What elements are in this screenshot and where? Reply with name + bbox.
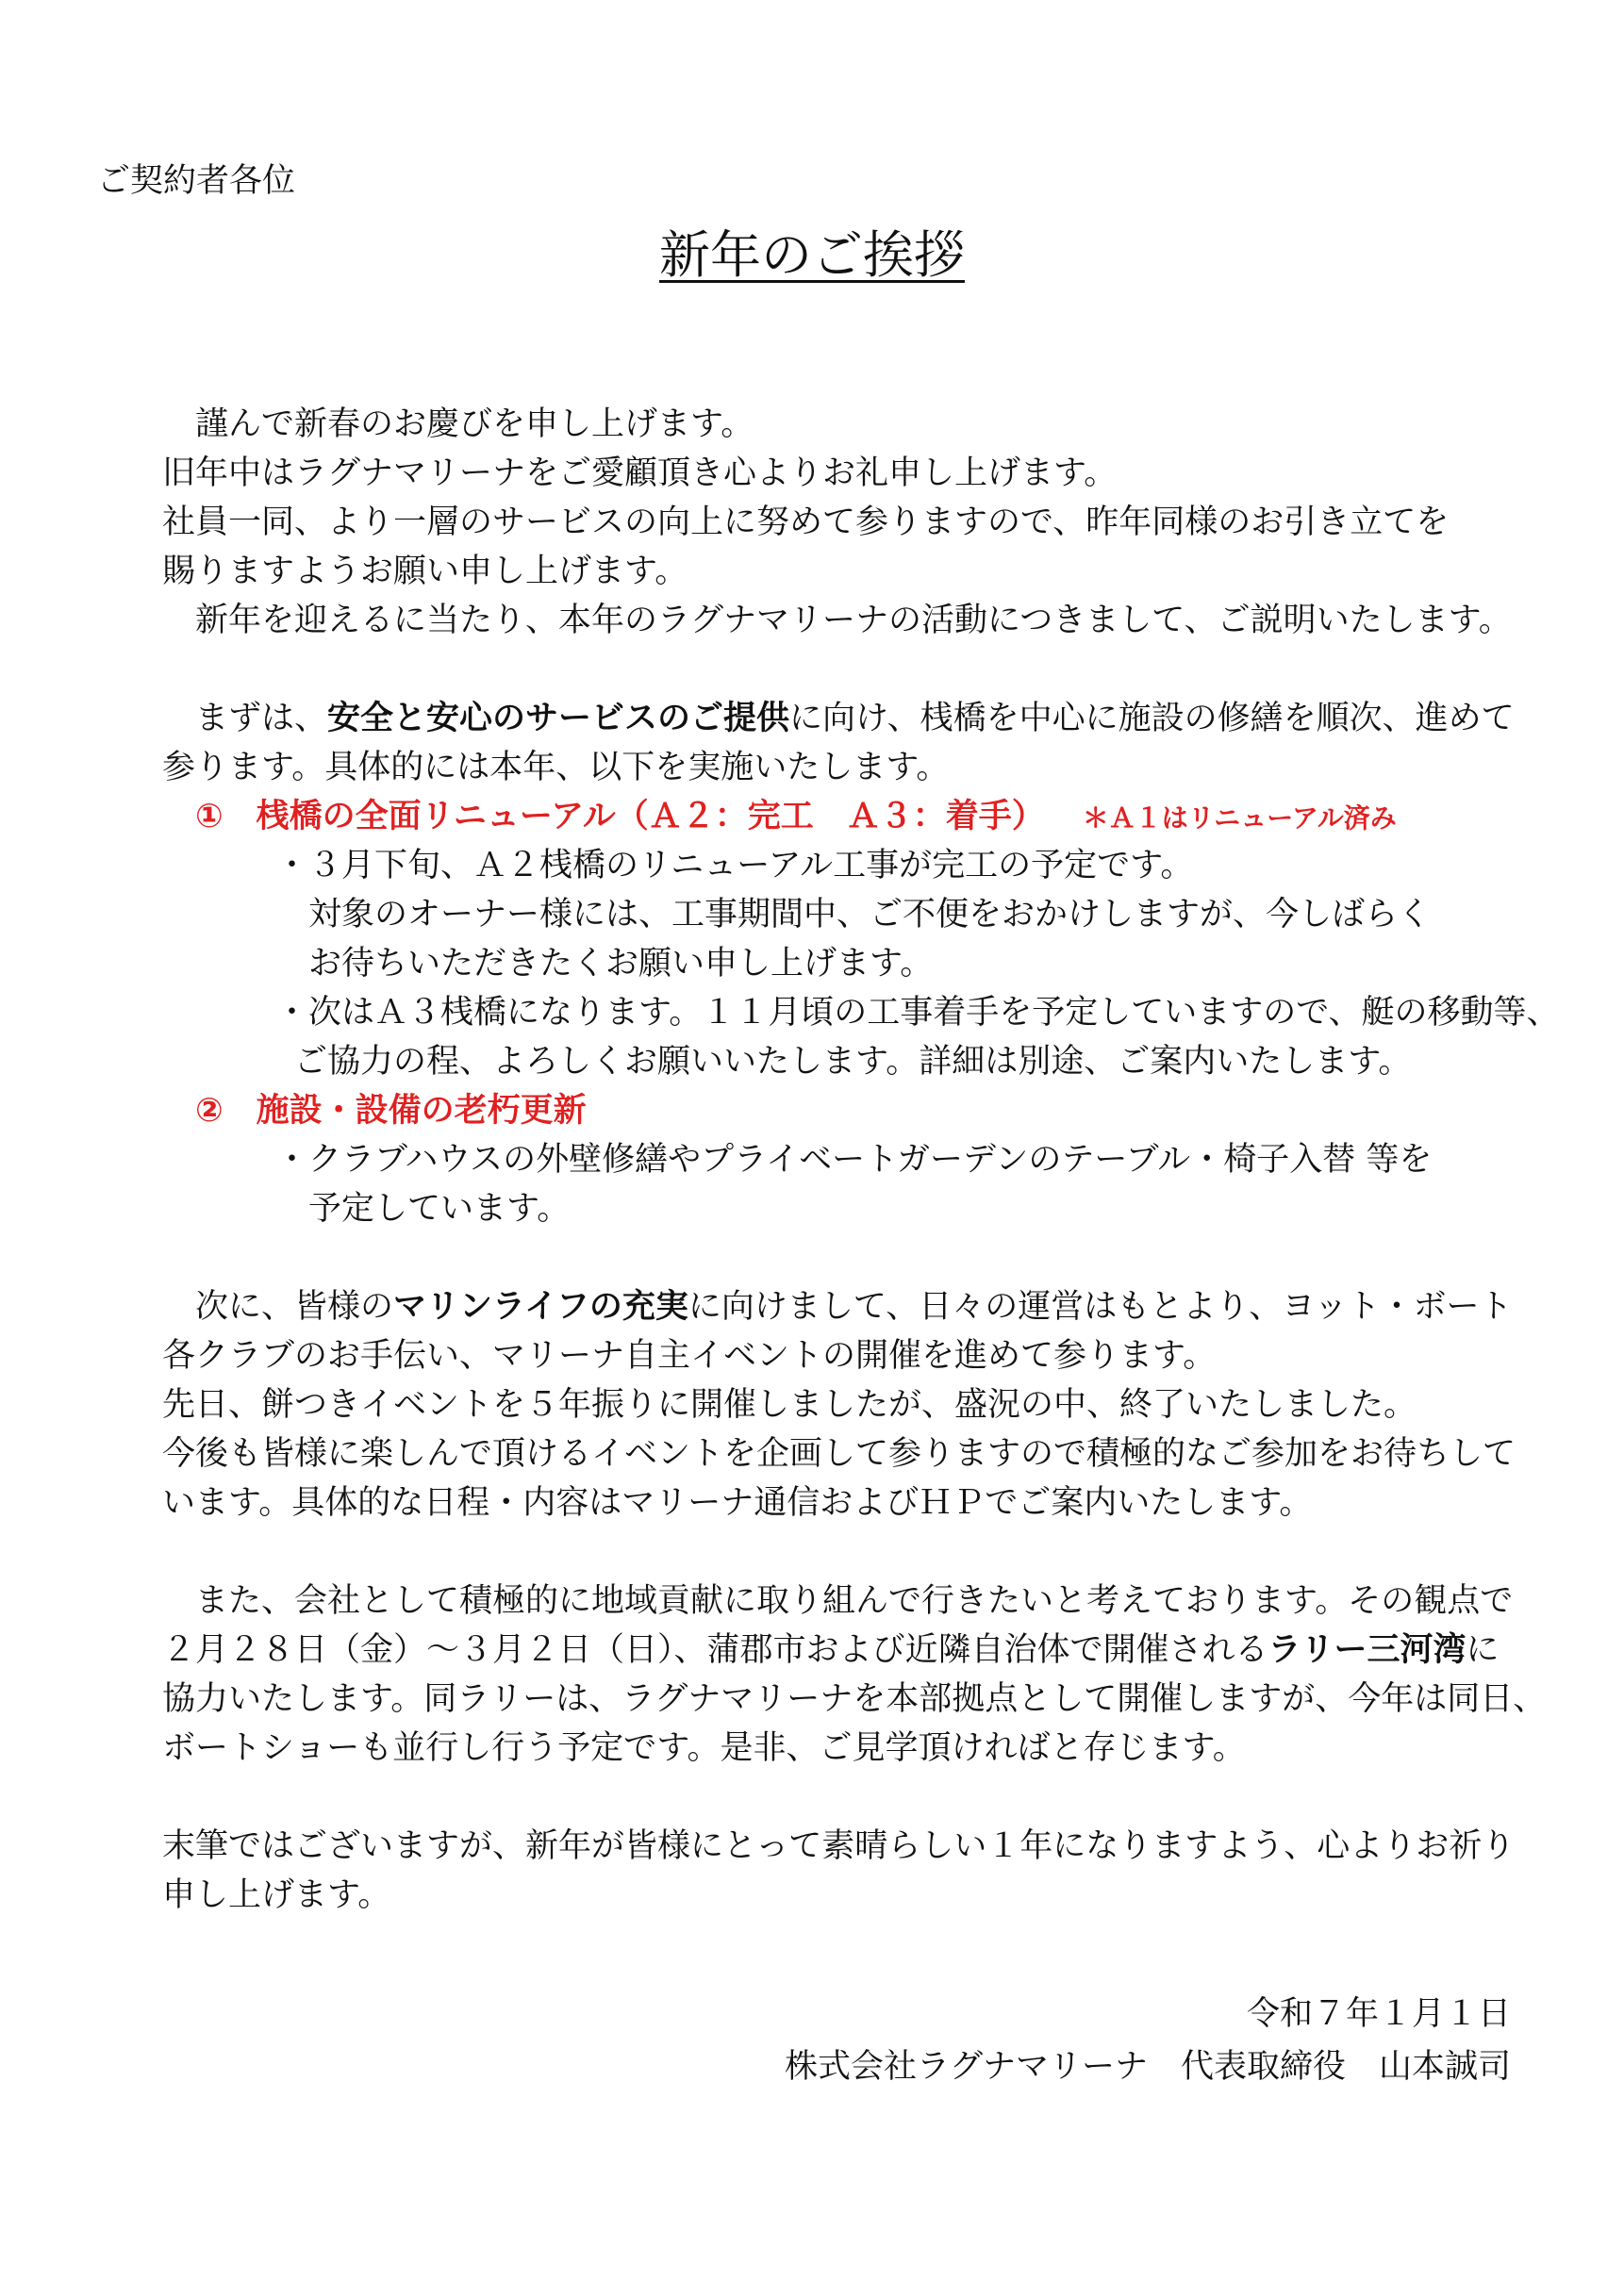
bold-phrase: マリンライフの充実 [393, 1288, 688, 1326]
greeting-section [162, 400, 1511, 645]
bullet-line: お待ちいただきたくお願い申し上げます。 [308, 945, 934, 983]
bullet-line: ・次はＡ３桟橋になります。１１月頃の工事着手を予定していますので、艇の移動等、 [275, 994, 1560, 1032]
text-span: に向けまして、日々の運営はもとより、ヨット・ボート [688, 1288, 1513, 1326]
bold-phrase: ラリー三河湾 [1268, 1631, 1467, 1669]
closing-line: 申し上げます。 [162, 1876, 391, 1914]
item2-heading-line [162, 1086, 1511, 1135]
letter-date: 令和７年１月１日 [1246, 1995, 1511, 2033]
greeting-line: 新年を迎えるに当たり、本年のラグナマリーナの活動につきまして、ご説明いたします。 [195, 602, 1512, 639]
text-span: 次に、皆様の [195, 1288, 394, 1326]
greeting-line: 謹んで新春のお慶びを申し上げます。 [195, 405, 754, 443]
item2-heading: ② 施設・設備の老朽更新 [195, 1092, 587, 1130]
closing-section [162, 1822, 1516, 1920]
marine-line [162, 1282, 1511, 1331]
greeting-line: 旧年中はラグナマリーナをご愛顧頂き心よりお礼申し上げます。 [162, 454, 1118, 492]
marine-line: います。具体的な日程・内容はマリーナ通信およびＨＰでご案内いたします。 [162, 1484, 1313, 1522]
text-span: まずは、 [195, 700, 328, 737]
marine-line: 今後も皆様に楽しんで頂けるイベントを企画して参りますので積極的なご参加をお待ちして [162, 1435, 1516, 1473]
page-title-text: 新年のご挨拶 [659, 225, 965, 285]
safety-section [162, 694, 1560, 1233]
item1-note: ＊Ａ１はリニューアル済み [1082, 802, 1397, 834]
marine-line: 各クラブのお手伝い、マリーナ自主イベントの開催を進めて参ります。 [162, 1337, 1217, 1375]
bullet-line: 対象のオーナー様には、工事期間中、ご不便をおかけしますが、今しばらく [308, 896, 1432, 933]
bullet-line: ・３月下旬、Ａ２桟橋のリニューアル工事が完工の予定です。 [275, 847, 1194, 884]
marine-section [162, 1282, 1516, 1528]
text-span: に向け、桟橋を中心に施設の修繕を順次、進めて [789, 700, 1515, 737]
marine-line: 先日、餅つきイベントを５年振りに開催しましたが、盛況の中、終了いたしました。 [162, 1386, 1417, 1424]
community-section [162, 1577, 1547, 1773]
item1-heading-line [162, 792, 1511, 841]
safety-intro-line [162, 694, 1515, 743]
safety-intro-line: 参ります。具体的には本年、以下を実施いたします。 [162, 749, 950, 786]
page-title [0, 223, 1624, 289]
signature-line: 株式会社ラグナマリーナ 代表取締役 山本誠司 [784, 2048, 1511, 2086]
bullet-line: ・クラブハウスの外壁修繕やプライベートガーデンのテーブル・椅子入替 等を [275, 1141, 1433, 1179]
closing-line: 末筆ではございますが、新年が皆様にとって素晴らしい１年になりますよう、心よりお祈り [162, 1827, 1516, 1865]
greeting-line: 社員一同、より一層のサービスの向上に努めて参りますので、昨年同様のお引き立てを [162, 504, 1450, 541]
community-line [162, 1626, 1511, 1675]
bullet-line: 予定しています。 [308, 1190, 571, 1228]
community-line: また、会社として積極的に地域貢献に取り組んで行きたいと考えております。その観点で [195, 1582, 1514, 1620]
salutation: ご契約者各位 [97, 162, 296, 200]
text-span: に [1466, 1631, 1500, 1669]
text-span: ２月２８日（金）～３月２日（日）、蒲郡市および近隣自治体で開催される [162, 1631, 1268, 1669]
community-line: 協力いたします。同ラリーは、ラグナマリーナを本部拠点として開催しますが、今年は同日、 [162, 1680, 1547, 1718]
bullet-line: ご協力の程、よろしくお願いいたします。詳細は別途、ご案内いたします。 [294, 1043, 1412, 1081]
item1-heading: ① 桟橋の全面リニューアル（Ａ２：完工 Ａ３：着手） [195, 798, 1045, 835]
community-line: ボートショーも並行し行う予定です。是非、ご見学頂ければと存じます。 [162, 1729, 1246, 1767]
bold-phrase: 安全と安心のサービスのご提供 [327, 700, 790, 737]
greeting-line: 賜りますようお願い申し上げます。 [162, 553, 688, 590]
